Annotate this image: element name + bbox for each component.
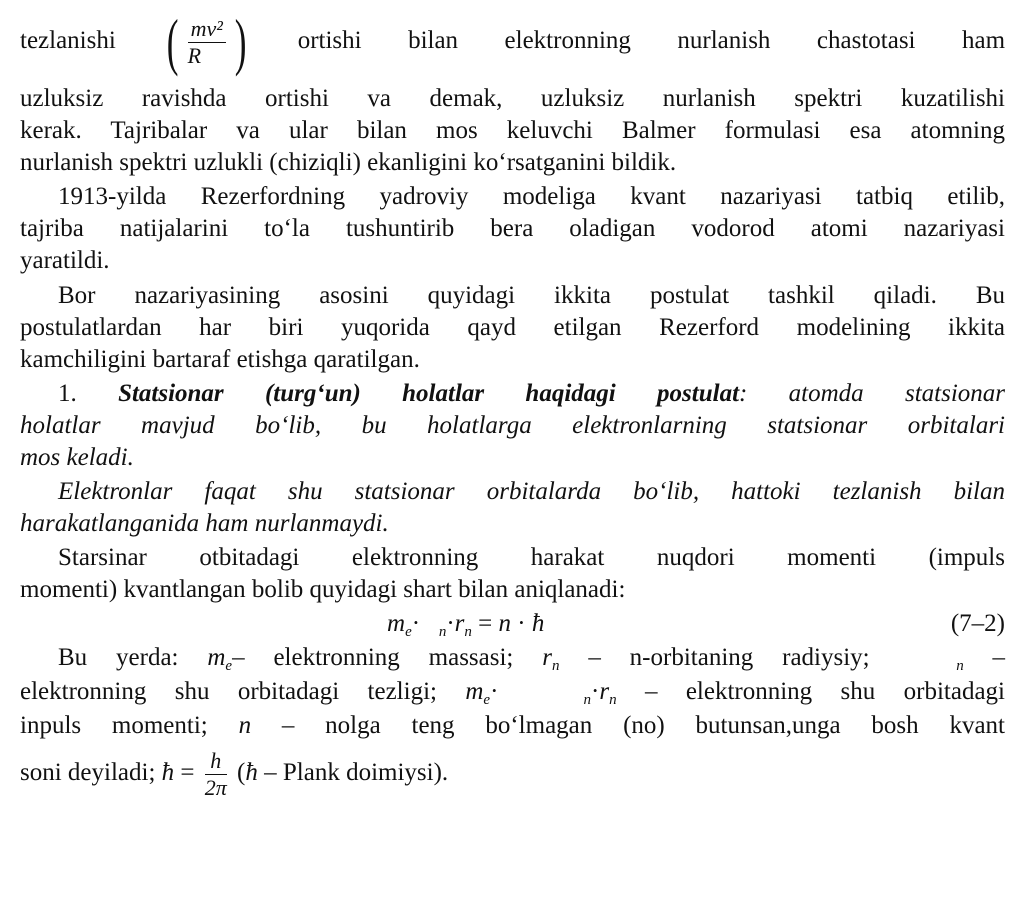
text-line-22: soni deyiladi; ħ = $\frac{h}{2\pi}$ (ħ – Plank doimiysi). bbox=[20, 747, 449, 800]
text-line-10: kamchiligini bartaraf etishga qaratilgan. bbox=[20, 346, 420, 373]
text-line-7: yaratildi. bbox=[20, 247, 110, 274]
text-line-3: kerak. Tajribalar va ular bilan mos keluvchi Balmer formulasi esa atomning bbox=[20, 117, 1005, 144]
equation-body: $m_e\cdot$ $_n\cdot r_n = n$ · ħ bbox=[387, 610, 545, 640]
text-line-17: momenti) kvantlangan bolib quyidagi shart bilan aniqlanadi: bbox=[20, 576, 626, 603]
text-line-19: Bu yerda: $m_e-$ elektronning massasi; $r_n$ – n-orbitaning radiysiy; $_n$ – bbox=[58, 644, 1006, 674]
fraction-denominator: R bbox=[187, 42, 202, 68]
text-line-5: 1913-yilda Rezerfordning yadroviy modeliga kvant nazariyasi tatbiq etilib, bbox=[58, 183, 1005, 210]
fraction-mv2-over-r: ( $\frac{\text{mv²}}{R}$ ) bbox=[167, 6, 247, 78]
text-line-2: uzluksiz ravishda ortishi va demak, uzluksiz nurlanish spektri kuzatilishi bbox=[20, 85, 1005, 112]
text-line-12: holatlar mavjud bo‘lib, bu holatlarga elektronlarning statsionar orbitalari bbox=[20, 412, 1005, 439]
text-line-15: harakatlanganida ham nurlanmaydi. bbox=[20, 510, 389, 537]
text-line-11 bbox=[20, 378, 1005, 410]
fraction-denominator: 2π bbox=[204, 774, 227, 800]
text-line-13: mos keladi. bbox=[20, 444, 134, 471]
text-line-21: inpuls momenti; n – nolga teng bo‘lmagan (no) butunsan,unga bosh kvant bbox=[20, 712, 1006, 739]
text-line-1 bbox=[20, 0, 1005, 86]
fraction-numerator: mv² bbox=[188, 16, 226, 43]
text-line-20: elektronning shu orbitadagi tezligi; $m_e\cdot$ $_n\cdot r_n$ – elektronning shu orbitadagi bbox=[20, 678, 1005, 708]
text-line-4: nurlanish spektri uzlukli (chiziqli) ekanligini ko‘rsatganini bildik. bbox=[20, 149, 677, 176]
list-number: 1. bbox=[58, 380, 77, 407]
text-segment: ortishi bilan elektronning nurlanish chastotasi ham bbox=[297, 27, 1006, 54]
text-line-9: postulatlardan har biri yuqorida qayd etilgan Rezerford modelining ikkita bbox=[20, 314, 1005, 341]
text-segment: : atomda statsionar bbox=[739, 380, 1005, 407]
text-line-14: Elektronlar faqat shu statsionar orbitalarda bo‘lib, hattoki tezlanish bilan bbox=[58, 478, 1005, 505]
postulate-title: Statsionar (turg‘un) holatlar haqidagi postulat bbox=[118, 380, 740, 407]
text-segment: tezlanishi bbox=[20, 27, 116, 54]
text-line-6: tajriba natijalarini to‘la tushuntirib bera oladigan vodorod atomi nazariyasi bbox=[20, 215, 1005, 242]
hbar-definition: ħ = $\frac{h}{2\pi}$ bbox=[161, 747, 227, 800]
text-line-16: Starsinar otbitadagi elektronning harakat nuqdori momenti (impuls bbox=[58, 544, 1005, 571]
fraction-numerator: h bbox=[205, 748, 227, 775]
text-line-8: Bor nazariyasining asosini quyidagi ikkita postulat tashkil qiladi. Bu bbox=[58, 282, 1005, 309]
equation-number: (7–2) bbox=[950, 610, 1005, 637]
